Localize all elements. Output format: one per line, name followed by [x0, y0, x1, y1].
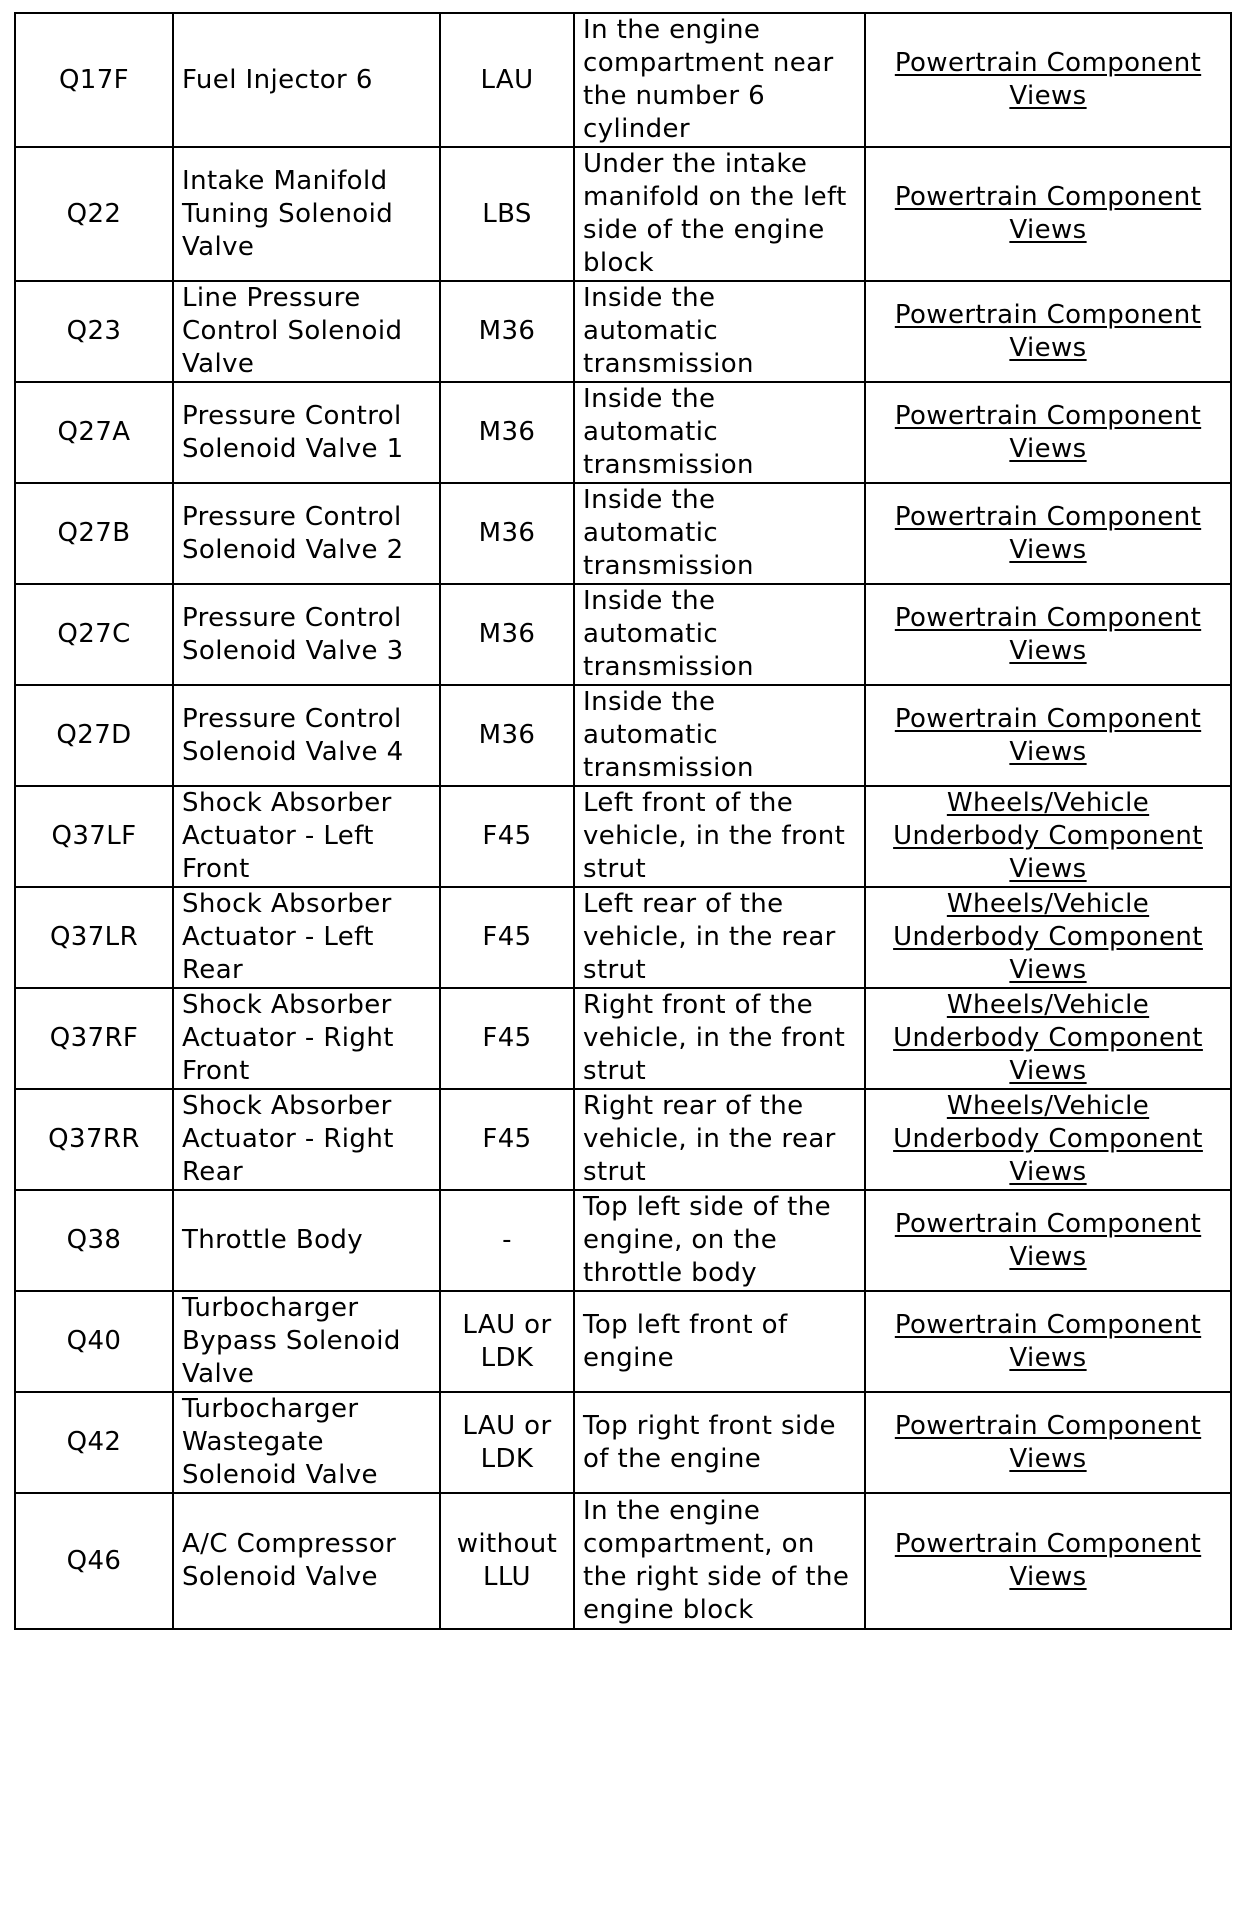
location-cell: Inside the automatic transmission: [574, 382, 865, 483]
component-views-link[interactable]: Powertrain Component Views: [894, 182, 1202, 245]
component-id-cell: Q27B: [15, 483, 173, 584]
component-name-cell: Shock Absorber Actuator - Right Rear: [173, 1089, 440, 1190]
component-name-cell: Pressure Control Solenoid Valve 2: [173, 483, 440, 584]
component-name-cell: Shock Absorber Actuator - Right Front: [173, 988, 440, 1089]
view-link-cell: [865, 281, 1231, 382]
component-id-cell: Q23: [15, 281, 173, 382]
component-name-cell: Throttle Body: [173, 1190, 440, 1291]
component-name-cell: Line Pressure Control Solenoid Valve: [173, 281, 440, 382]
table-row: [15, 382, 1231, 483]
component-id-cell: Q17F: [15, 13, 173, 147]
option-code-cell: M36: [440, 685, 574, 786]
component-id-cell: Q27A: [15, 382, 173, 483]
view-link-cell: [865, 382, 1231, 483]
location-cell: Right front of the vehicle, in the front strut: [574, 988, 865, 1089]
component-id-cell: Q27C: [15, 584, 173, 685]
component-id-cell: Q37RF: [15, 988, 173, 1089]
component-views-link[interactable]: Powertrain Component Views: [894, 501, 1202, 565]
component-id-cell: Q27D: [15, 685, 173, 786]
table-body: [15, 13, 1231, 1629]
option-code-cell: F45: [440, 887, 574, 988]
table-row: [15, 1089, 1231, 1190]
table-row: [15, 13, 1231, 147]
view-link-cell: [865, 13, 1231, 147]
option-code-cell: F45: [440, 786, 574, 887]
component-name-cell: Turbocharger Wastegate Solenoid Valve: [173, 1392, 440, 1493]
location-cell: Left front of the vehicle, in the front strut: [574, 786, 865, 887]
option-code-cell: M36: [440, 281, 574, 382]
view-link-cell: [865, 1493, 1231, 1629]
location-cell: Top left front of engine: [574, 1291, 865, 1392]
component-locator-table: [14, 12, 1232, 1630]
view-link-cell: [865, 988, 1231, 1089]
component-id-cell: Q22: [15, 147, 173, 281]
component-id-cell: Q40: [15, 1291, 173, 1392]
table-row: [15, 988, 1231, 1089]
component-id-cell: Q37LR: [15, 887, 173, 988]
component-name-cell: Pressure Control Solenoid Valve 1: [173, 382, 440, 483]
option-code-cell: LAU or LDK: [440, 1392, 574, 1493]
view-link-cell: [865, 1089, 1231, 1190]
table-row: [15, 147, 1231, 281]
component-id-cell: Q38: [15, 1190, 173, 1291]
component-id-cell: Q42: [15, 1392, 173, 1493]
component-name-cell: Pressure Control Solenoid Valve 4: [173, 685, 440, 786]
component-views-link[interactable]: Powertrain Component Views: [894, 299, 1202, 363]
location-cell: Inside the automatic transmission: [574, 281, 865, 382]
table-row: [15, 281, 1231, 382]
component-id-cell: Q46: [15, 1493, 173, 1629]
option-code-cell: M36: [440, 483, 574, 584]
component-views-link[interactable]: Wheels/Vehicle Underbody Component Views: [893, 889, 1203, 985]
component-views-link[interactable]: Powertrain Component Views: [894, 1208, 1202, 1272]
option-code-cell: F45: [440, 988, 574, 1089]
location-cell: Inside the automatic transmission: [574, 483, 865, 584]
location-cell: In the engine compartment near the number 6 cylinder: [574, 13, 865, 147]
table-row: [15, 1291, 1231, 1392]
component-views-link[interactable]: Wheels/Vehicle Underbody Component Views: [893, 990, 1203, 1086]
component-name-cell: Intake Manifold Tuning Solenoid Valve: [173, 147, 440, 281]
component-id-cell: Q37RR: [15, 1089, 173, 1190]
component-views-link[interactable]: Powertrain Component Views: [894, 400, 1202, 464]
view-link-cell: [865, 786, 1231, 887]
component-name-cell: Shock Absorber Actuator - Left Rear: [173, 887, 440, 988]
table-row: [15, 1392, 1231, 1493]
view-link-cell: [865, 483, 1231, 584]
view-link-cell: [865, 1291, 1231, 1392]
component-views-link[interactable]: Powertrain Component Views: [894, 1309, 1202, 1373]
component-name-cell: Shock Absorber Actuator - Left Front: [173, 786, 440, 887]
component-id-cell: Q37LF: [15, 786, 173, 887]
location-cell: Left rear of the vehicle, in the rear strut: [574, 887, 865, 988]
option-code-cell: F45: [440, 1089, 574, 1190]
table-row: [15, 887, 1231, 988]
table-row: [15, 786, 1231, 887]
option-code-cell: M36: [440, 584, 574, 685]
location-cell: Top left side of the engine, on the throttle body: [574, 1190, 865, 1291]
component-name-cell: Fuel Injector 6: [173, 13, 440, 147]
view-link-cell: [865, 1392, 1231, 1493]
view-link-cell: [865, 584, 1231, 685]
component-views-link[interactable]: Powertrain Component Views: [894, 602, 1202, 666]
component-views-link[interactable]: Powertrain Component Views: [894, 48, 1202, 111]
view-link-cell: [865, 1190, 1231, 1291]
component-views-link[interactable]: Wheels/Vehicle Underbody Component Views: [893, 788, 1203, 884]
component-views-link[interactable]: Powertrain Component Views: [894, 1529, 1202, 1592]
table-row: [15, 685, 1231, 786]
component-views-link[interactable]: Wheels/Vehicle Underbody Component Views: [893, 1091, 1203, 1187]
option-code-cell: LAU or LDK: [440, 1291, 574, 1392]
option-code-cell: -: [440, 1190, 574, 1291]
location-cell: Right rear of the vehicle, in the rear strut: [574, 1089, 865, 1190]
view-link-cell: [865, 887, 1231, 988]
location-cell: Inside the automatic transmission: [574, 685, 865, 786]
table-row: [15, 483, 1231, 584]
location-cell: Top right front side of the engine: [574, 1392, 865, 1493]
option-code-cell: M36: [440, 382, 574, 483]
location-cell: Inside the automatic transmission: [574, 584, 865, 685]
component-name-cell: Pressure Control Solenoid Valve 3: [173, 584, 440, 685]
location-cell: In the engine compartment, on the right side of the engine block: [574, 1493, 865, 1629]
component-name-cell: A/C Compressor Solenoid Valve: [173, 1493, 440, 1629]
option-code-cell: LBS: [440, 147, 574, 281]
table-row: [15, 1190, 1231, 1291]
location-cell: Under the intake manifold on the left side of the engine block: [574, 147, 865, 281]
table-row: [15, 1493, 1231, 1629]
view-link-cell: [865, 147, 1231, 281]
view-link-cell: [865, 685, 1231, 786]
table-row: [15, 584, 1231, 685]
option-code-cell: without LLU: [440, 1493, 574, 1629]
component-views-link[interactable]: Powertrain Component Views: [894, 1410, 1202, 1474]
option-code-cell: LAU: [440, 13, 574, 147]
component-views-link[interactable]: Powertrain Component Views: [894, 703, 1202, 767]
component-name-cell: Turbocharger Bypass Solenoid Valve: [173, 1291, 440, 1392]
